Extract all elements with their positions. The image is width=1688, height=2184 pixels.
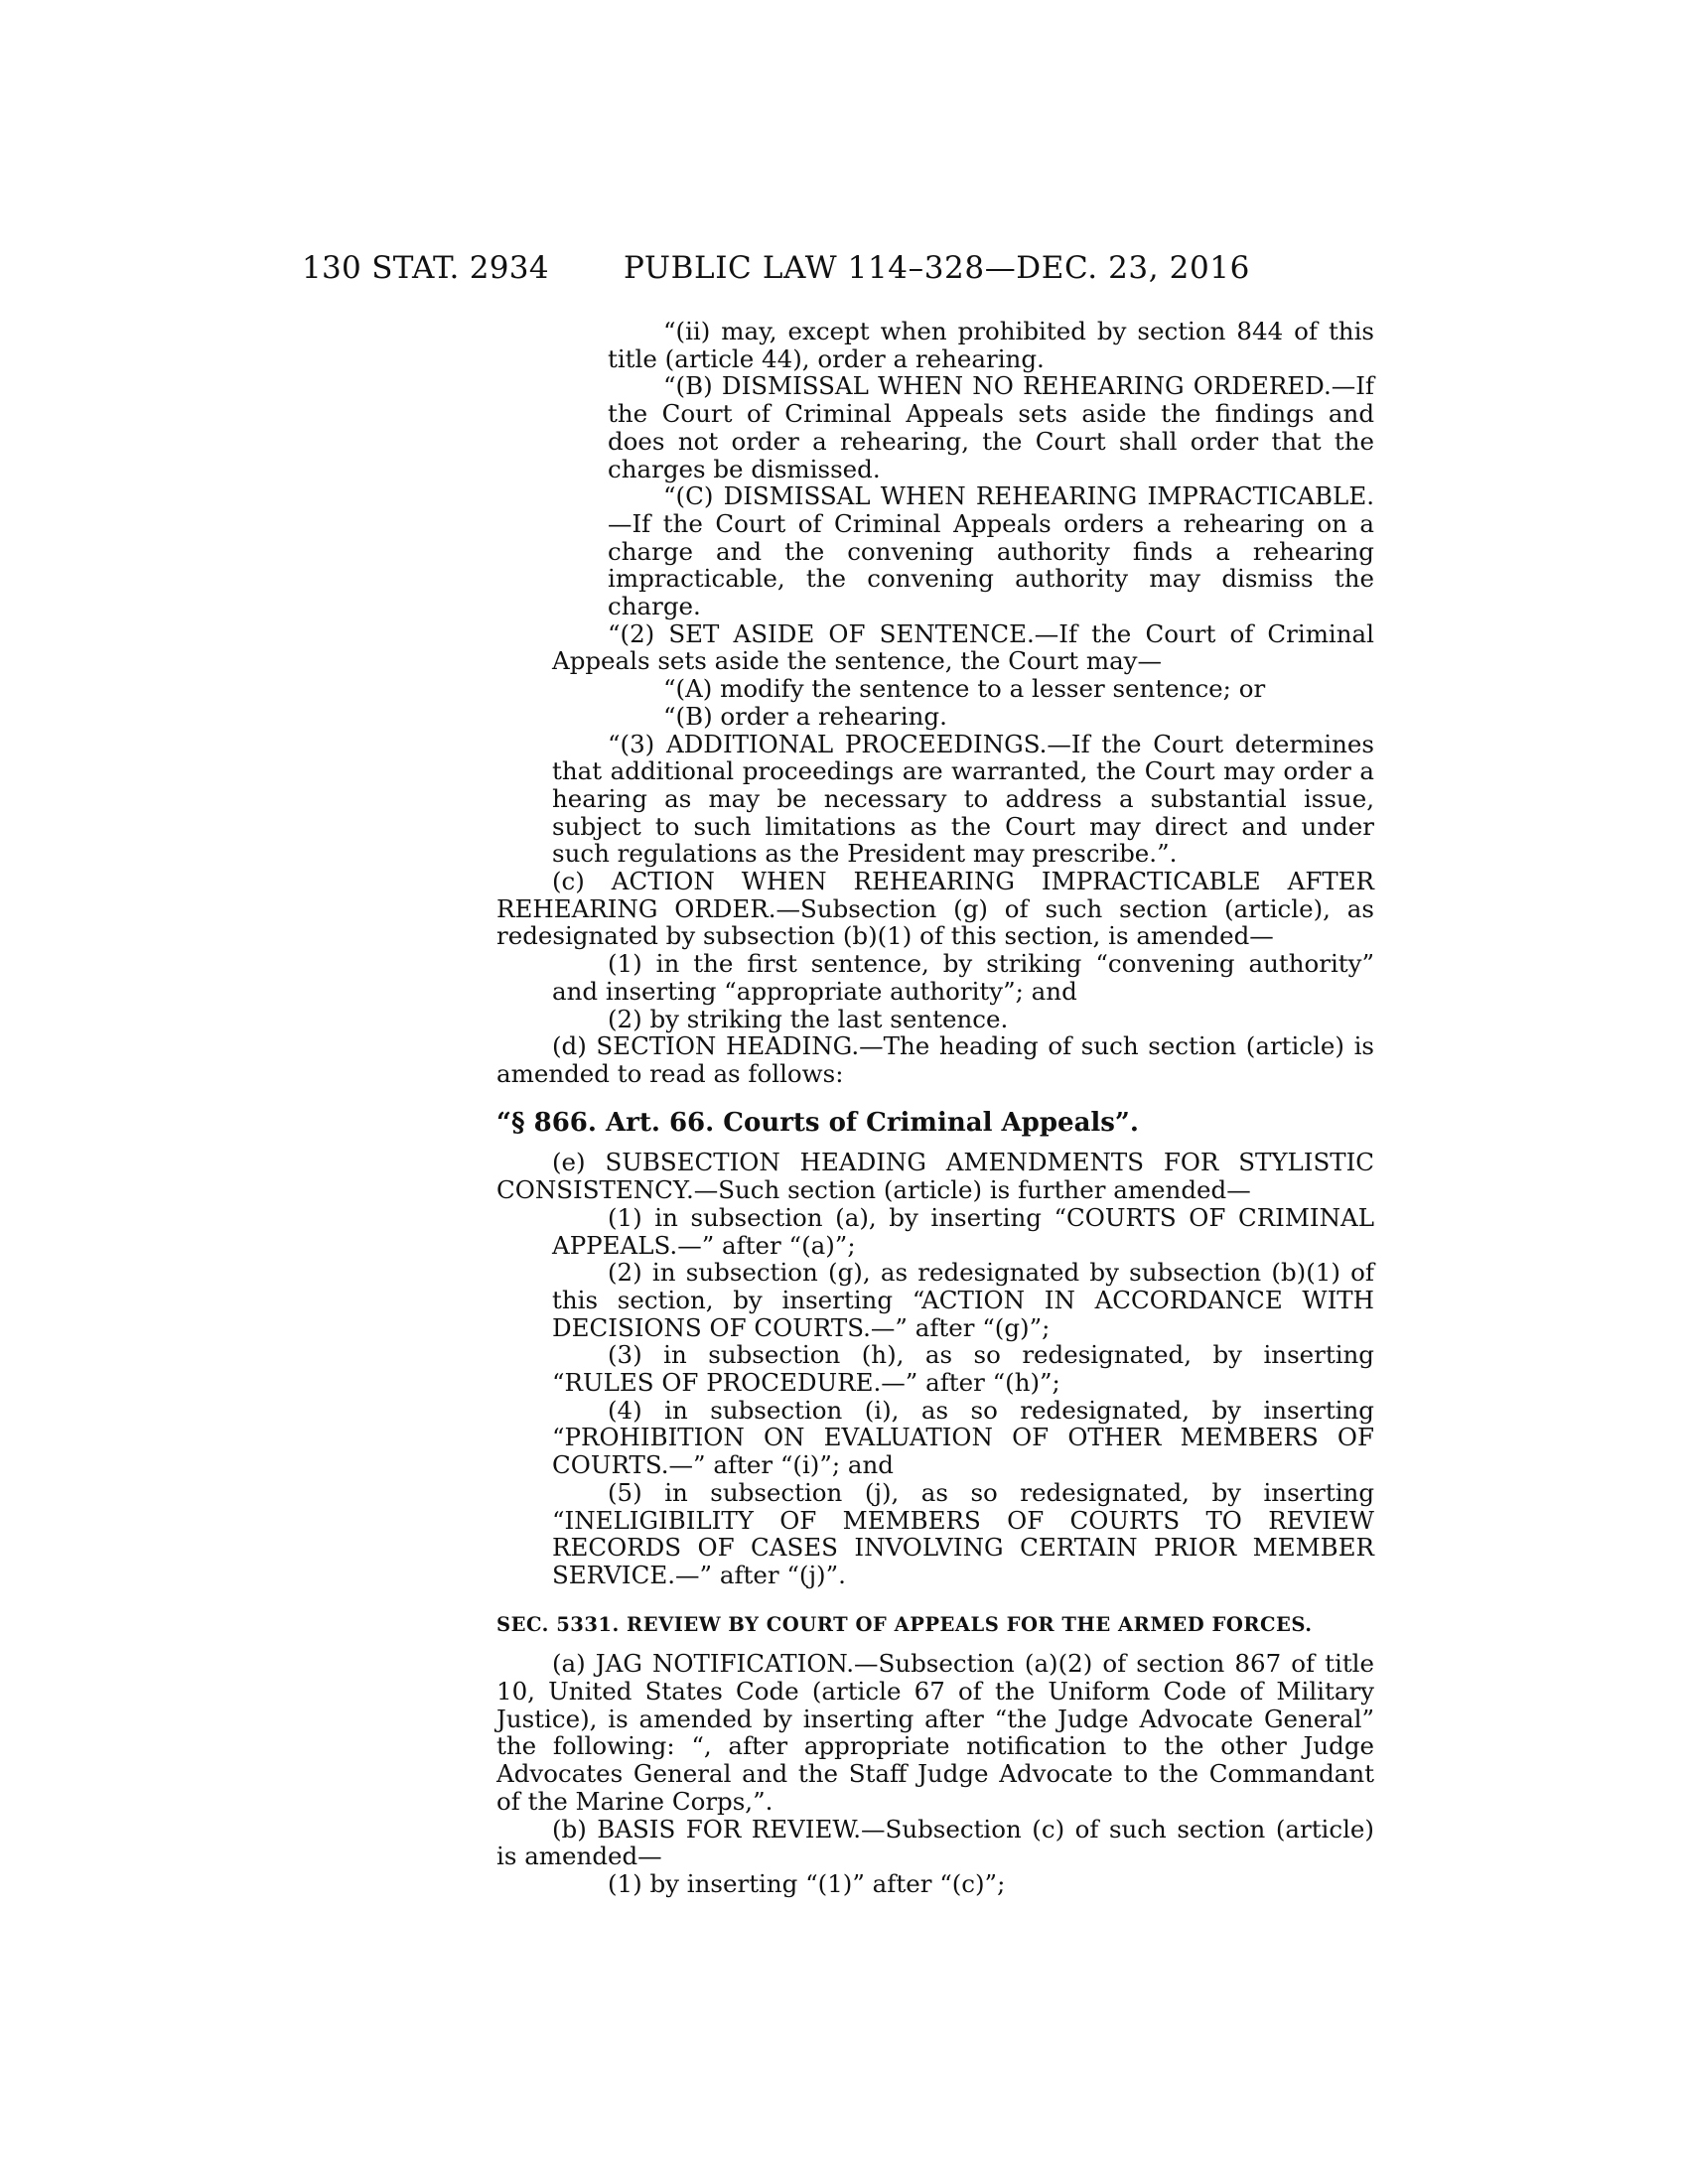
page-header <box>302 250 1250 286</box>
document-body <box>496 318 1374 1898</box>
paragraph: (a) JAG NOTIFICATION.—Subsection (a)(2) of section 867 of title 10, United States Code (article 67 of the Uniform Code of Military Justice), is amended by inserting after “the Judge Advocate General” the following: “, after appropriate notification to the other Judge Advocates General and the Staff Judge Advocate to the Commandant of the Marine Corps,”. <box>496 1649 1374 1816</box>
section-heading-866: “§ 866. Art. 66. Courts of Criminal Appeals”. <box>496 1107 1139 1138</box>
paragraph: (3) in subsection (h), as so redesignated, by inserting “RULES OF PROCEDURE.—” after “(h)”; <box>552 1340 1374 1398</box>
section-heading-5331: SEC. 5331. REVIEW BY COURT OF APPEALS FOR THE ARMED FORCES. <box>496 1612 1313 1636</box>
paragraph: (2) in subsection (g), as redesignated by subsection (b)(1) of this section, by inserting “ACTION IN ACCORDANCE WITH DECISIONS OF COURTS.—” after “(g)”; <box>552 1258 1374 1342</box>
paragraph: (b) BASIS FOR REVIEW.—Subsection (c) of such section (article) is amended— <box>496 1814 1374 1871</box>
paragraph: “(2) SET ASIDE OF SENTENCE.—If the Court of Criminal Appeals sets aside the sentence, the Court may— <box>552 618 1374 676</box>
paragraph: (4) in subsection (i), as so redesignated, by inserting “PROHIBITION ON EVALUATION OF OTHER MEMBERS OF COURTS.—” after “(i)”; and <box>552 1395 1374 1480</box>
paragraph: (d) SECTION HEADING.—The heading of such section (article) is amended to read as follows: <box>496 1031 1374 1088</box>
paragraph: (1) in the first sentence, by striking “convening authority” and inserting “appropriate authority”; and <box>552 949 1374 1006</box>
public-law-title: PUBLIC LAW 114–328—DEC. 23, 2016 <box>624 250 1250 286</box>
paragraph: “(B) order a rehearing. <box>663 701 947 731</box>
paragraph: (5) in subsection (j), as so redesignated, by inserting “INELIGIBILITY OF MEMBERS OF COURTS TO REVIEW RECORDS OF CASES INVOLVING CERTAIN PRIOR MEMBER SERVICE.—” after “(j)”. <box>552 1477 1374 1589</box>
paragraph: “(B) DISMISSAL WHEN NO REHEARING ORDERED.—If the Court of Criminal Appeals sets aside the findings and does not order a rehearing, the Court shall order that the charges be dismissed. <box>608 371 1374 483</box>
statute-page-number: 130 STAT. 2934 <box>302 250 549 286</box>
paragraph: (1) in subsection (a), by inserting “COURTS OF CRIMINAL APPEALS.—” after “(a)”; <box>552 1202 1374 1260</box>
paragraph: “(C) DISMISSAL WHEN REHEARING IMPRACTICABLE.—If the Court of Criminal Appeals orders a rehearing on a charge and the convening authority finds a rehearing impracticable, the convening authority may dismiss the charge. <box>608 481 1374 621</box>
paragraph: (c) ACTION WHEN REHEARING IMPRACTICABLE AFTER REHEARING ORDER.—Subsection (g) of such section (article), as redesignated by subsection (b)(1) of this section, is amended— <box>496 867 1374 951</box>
paragraph: (e) SUBSECTION HEADING AMENDMENTS FOR STYLISTIC CONSISTENCY.—Such section (article) is further amended— <box>496 1148 1374 1205</box>
paragraph: “(3) ADDITIONAL PROCEEDINGS.—If the Court determines that additional proceedings are warranted, the Court may order a hearing as may be necessary to address a substantial issue, subject to such limitations as the Court may direct and under such regulations as the President may prescribe.”. <box>552 729 1374 869</box>
paragraph: (2) by striking the last sentence. <box>608 1004 1009 1033</box>
paragraph: “(A) modify the sentence to a lesser sentence; or <box>663 674 1266 704</box>
paragraph: “(ii) may, except when prohibited by section 844 of this title (article 44), order a rehearing. <box>608 317 1374 373</box>
paragraph: (1) by inserting “(1)” after “(c)”; <box>608 1868 1006 1898</box>
